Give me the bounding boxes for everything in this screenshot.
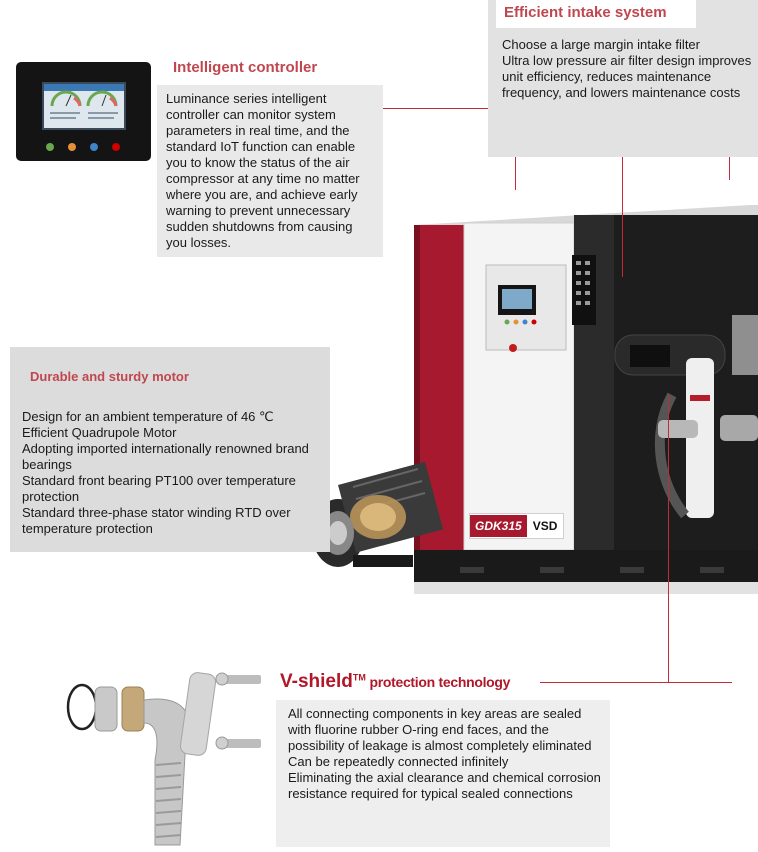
vshield-line: Eliminating the axial clearance and chemical corrosion resistance required for typical sealed connections	[288, 770, 601, 801]
vshield-pipe-image	[60, 665, 275, 847]
vshield-line: All connecting components in key areas are sealed with fluorine rubber O-ring end faces, and the possibility of leakage is almost completely eliminated	[288, 706, 592, 753]
intake-line: Ultra low pressure air filter design improves unit efficiency, reduces maintenance frequency, and lowers maintenance costs	[502, 53, 752, 100]
controller-device-image	[16, 62, 151, 161]
vshield-title-tm: TM	[352, 672, 366, 683]
compressor-machine-image	[410, 195, 758, 605]
vshield-title	[280, 671, 510, 693]
motor-line: Standard three-phase stator winding RTD over temperature protection	[22, 505, 291, 536]
leader-line-vshield-h	[540, 682, 732, 683]
vshield-body	[288, 706, 604, 802]
leader-line-intake-v	[622, 157, 623, 277]
motor-line: Adopting imported internationally renowned brand bearings	[22, 441, 309, 472]
motor-body	[22, 409, 322, 537]
intake-line: Choose a large margin intake filter	[502, 37, 700, 52]
motor-line: Standard front bearing PT100 over temperature protection	[22, 473, 296, 504]
vshield-title-main: V-shield	[280, 671, 353, 692]
intake-title: Efficient intake system	[496, 0, 696, 28]
motor-panel	[10, 347, 330, 552]
leader-line-vshield-v	[668, 395, 669, 682]
motor-title: Durable and sturdy motor	[30, 369, 189, 384]
motor-line: Design for an ambient temperature of 46 ℃	[22, 409, 274, 424]
vshield-panel	[276, 700, 610, 847]
intake-panel	[488, 0, 758, 157]
controller-title: Intelligent controller	[165, 52, 335, 82]
intake-body	[502, 37, 752, 101]
motor-line: Efficient Quadrupole Motor	[22, 425, 177, 440]
model-variant: VSD	[532, 519, 558, 533]
vshield-title-rest: protection technology	[365, 674, 511, 690]
model-badge	[469, 513, 564, 539]
vshield-line: Can be repeatedly connected infinitely	[288, 754, 509, 769]
controller-panel	[157, 85, 383, 257]
model-name: GDK315	[470, 515, 527, 537]
controller-description: Luminance series intelligent controller can monitor system parameters in real time, and the standard IoT function can enable you to know the status of the air compressor at any time no matter where you are, and achieve early warning to prevent unnecessary sudden shutdowns from causing you losses.	[166, 91, 360, 250]
